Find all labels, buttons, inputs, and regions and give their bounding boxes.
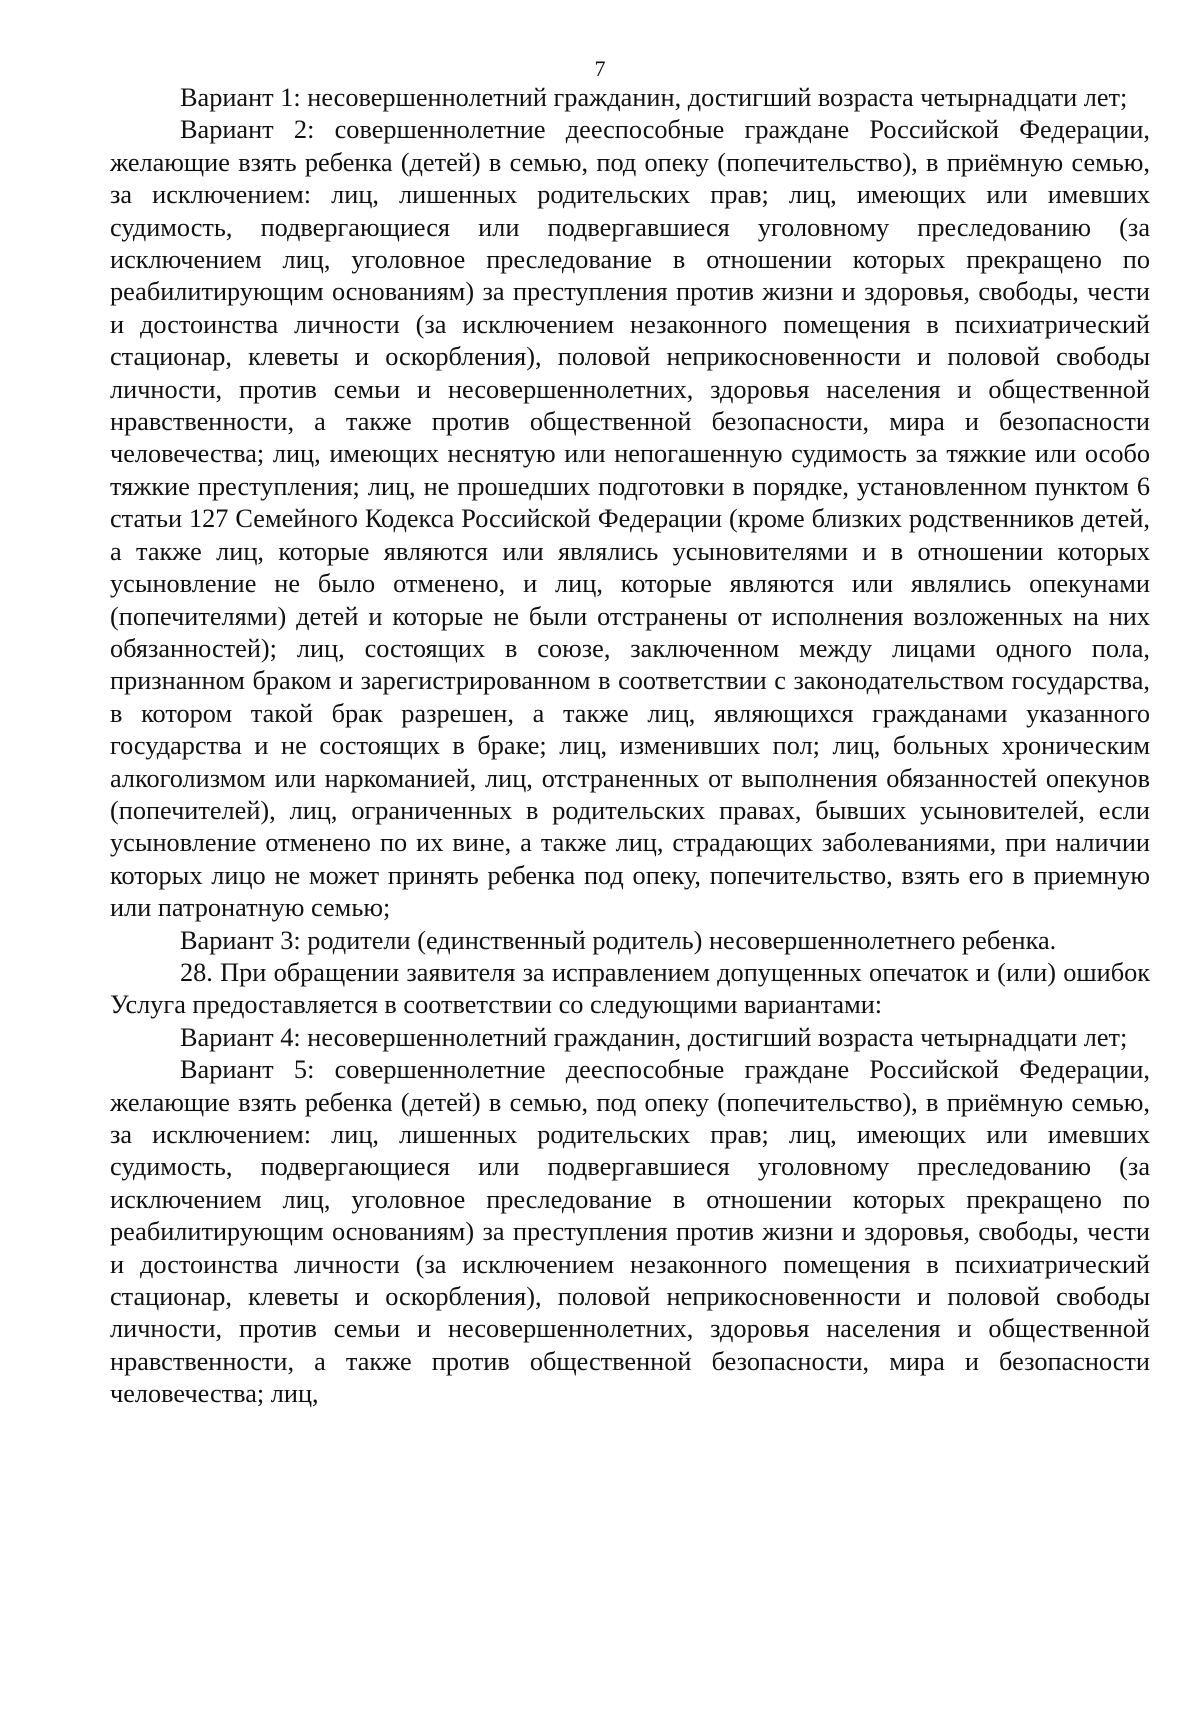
page-number: 7 [594, 56, 606, 81]
paragraph-variant-4: Вариант 4: несовершеннолетний гражданин, достигший возраста четырнадцати лет; [180, 1022, 1128, 1052]
document-body [110, 82, 1150, 1411]
paragraph-variant-1: Вариант 1: несовершеннолетний гражданин, достигший возраста четырнадцати лет; [180, 83, 1128, 112]
paragraph-variant-2: Вариант 2: совершеннолетние дееспособные граждане Российской Федерации, желающие взять ребенка (детей) в семью, под опеку (попечительство), в приёмную семью, за исключением: лиц, лишенных родительских прав; лиц, имеющих или имевших судимость, подвергающиеся или подвергавшиеся уголовному преследованию (за исключением лиц, уголовное преследование в отношении которых прекращено по реабилитирующим основаниям) за преступления против жизни и здоровья, свободы, чести и достоинства личности (за исключением незаконного помещения в психиатрический стационар, клеветы и оскорбления), половой неприкосновенности и половой свободы личности, против семьи и несовершеннолетних, здоровья населения и общественной нравственности, а также против общественной безопасности, мира и безопасности человечества; лиц, имеющих неснятую или непогашенную судимость за тяжкие или особо тяжкие преступления; лиц, не прошедших подготовки в порядке, установленном пунктом 6 статьи 127 Семейного Кодекса Российской Федерации (кроме близких родственников детей, а также лиц, которые являются или являлись усыновителями и в отношении которых усыновление не было отменено, и лиц, которые являются или являлись опекунами (попечителями) детей и которые не были отстранены от исполнения возложенных на них обязанностей); лиц, состоящих в союзе, заключенном между лицами одного пола, признанном браком и зарегистрированном в соответствии с законодательством государства, в котором такой брак разрешен, а также лиц, являющихся гражданами указанного государства и не состоящих в браке; лиц, изменивших пол; лиц, больных хроническим алкоголизмом или наркоманией, лиц, отстраненных от выполнения обязанностей опекунов (попечителей), лиц, ограниченных в родительских правах, бывших усыновителей, если усыновление отменено по их вине, а также лиц, страдающих заболеваниями, при наличии которых лицо не может принять ребенка под опеку, попечительство, взять его в приемную или патронатную семью; [110, 115, 1150, 923]
paragraph-clause-28: 28. При обращении заявителя за исправлением допущенных опечаток и (или) ошибок Услуга предоставляется в соответствии со следующими вариантами: [110, 957, 1150, 1020]
paragraph-variant-3: Вариант 3: родители (единственный родитель) несовершеннолетнего ребенка. [180, 925, 1057, 955]
paragraph-variant-5: Вариант 5: совершеннолетние дееспособные граждане Российской Федерации, желающие взять ребенка (детей) в семью, под опеку (попечительство), в приёмную семью, за исключением: лиц, лишенных родительских прав; лиц, имеющих или имевших судимость, подвергающиеся или подвергавшиеся уголовному преследованию (за исключением лиц, уголовное преследование в отношении которых прекращено по реабилитирующим основаниям) за преступления против жизни и здоровья, свободы, чести и достоинства личности (за исключением незаконного помещения в психиатрический стационар, клеветы и оскорбления), половой неприкосновенности и половой свободы личности, против семьи и несовершеннолетних, здоровья населения и общественной нравственности, а также против общественной безопасности, мира и безопасности человечества; лиц, [110, 1055, 1150, 1409]
